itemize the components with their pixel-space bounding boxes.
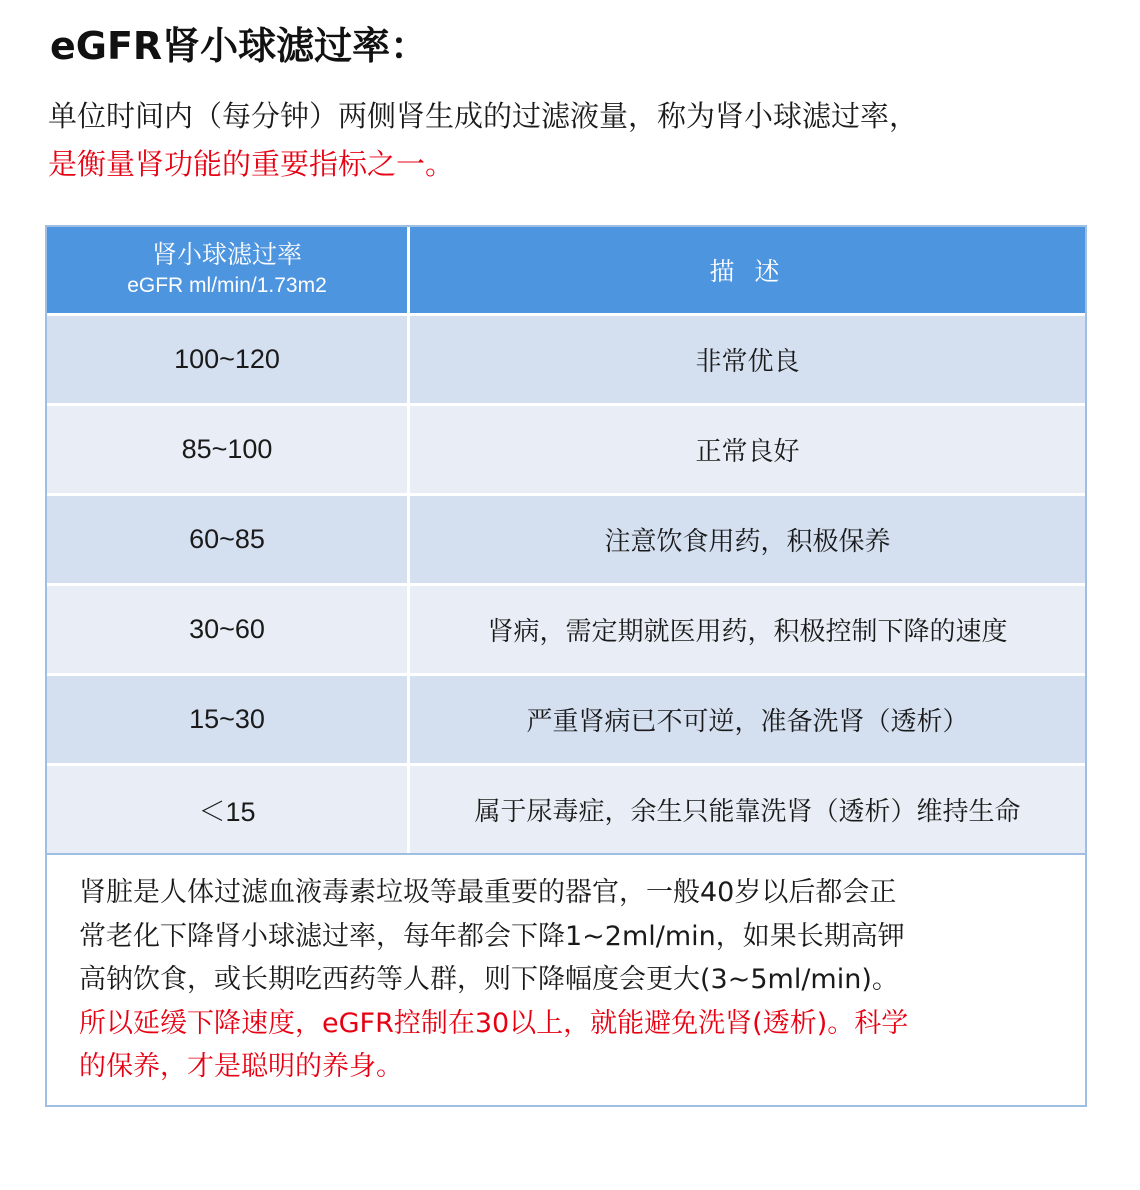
note-highlight-line: 的保养，才是聪明的养身。 [79,1051,403,1082]
note-highlight-line: 所以延缓下降速度，eGFR控制在30以上，就能避免洗肾(透析)。科学 [79,1007,909,1039]
row-range: ＜15 [47,766,410,853]
intro-line-definition: 单位时间内（每分钟）两侧肾生成的过滤液量，称为肾小球滤过率， [48,99,919,133]
table-row [47,403,1085,493]
note-line: 肾脏是人体过滤血液毒素垃圾等最重要的器官，一般40岁以后都会正 [79,877,897,908]
table-row [47,673,1085,763]
header-description-column: 描 述 [709,257,786,286]
note-line: 常老化下降肾小球滤过率，每年都会下降1~2ml/min，如果长期高钾 [79,920,905,952]
row-range: 100~120 [47,316,410,403]
row-range: 30~60 [47,586,410,673]
row-description: 肾病，需定期就医用药，积极控制下降的速度 [487,617,1008,647]
table-row [47,313,1085,403]
note-line: 高钠饮食，或长期吃西药等人群，则下降幅度会更大(3~5ml/min)。 [79,964,899,995]
row-description: 严重肾病已不可逆，准备洗肾（透析） [526,707,969,737]
intro-paragraph [48,92,1108,188]
table-row [47,493,1085,583]
table-header [47,227,1085,313]
row-description: 非常优良 [695,347,800,377]
explanation-note [47,853,1085,1105]
intro-line-highlight: 是衡量肾功能的重要指标之一。 [48,147,455,181]
table-row [47,583,1085,673]
page-title: eGFR肾小球滤过率： [50,24,429,68]
row-range: 15~30 [47,676,410,763]
header-rate-column [47,227,410,313]
row-description: 注意饮食用药，积极保养 [604,527,891,557]
row-range: 85~100 [47,406,410,493]
row-description: 属于尿毒症，余生只能靠洗肾（透析）维持生命 [474,797,1021,827]
row-range: 60~85 [47,496,410,583]
egfr-table [45,225,1087,1107]
row-description: 正常良好 [695,437,800,467]
header-rate-title: 肾小球滤过率 [151,240,302,269]
header-rate-unit: eGFR ml/min/1.73m2 [127,274,327,297]
table-row [47,763,1085,853]
